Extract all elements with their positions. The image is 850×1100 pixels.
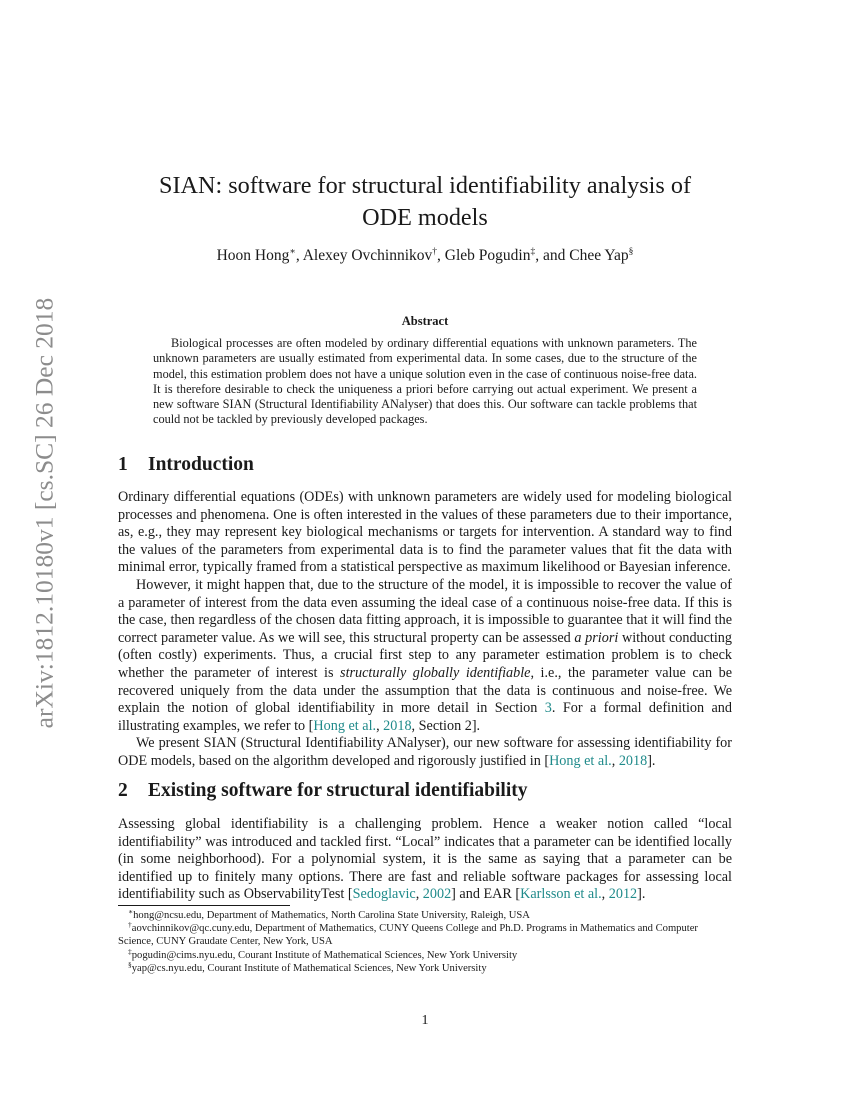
arxiv-identifier-text: arXiv:1812.10180v1 [cs.SC] 26 Dec 2018 xyxy=(29,297,58,729)
footnote-mark: † xyxy=(128,920,132,930)
section-title: Introduction xyxy=(148,454,254,475)
footnote-mark: § xyxy=(128,959,132,969)
author-footnote-mark[interactable]: § xyxy=(628,247,634,257)
author-name: Alexey Ovchinnikov xyxy=(302,247,433,264)
citation-link[interactable]: 2002 xyxy=(422,886,452,903)
author-separator: , xyxy=(295,247,303,264)
title-line-1: SIAN: software for structural identifiability analysis of xyxy=(159,172,691,199)
text-run: We present SIAN (Structural Identifiability ANalyser), our new software for assessing identifiability for ODE models, based on the algorithm developed and rigorously justified in [ xyxy=(118,735,732,769)
text-run: without conducting (often costly) experiments. Thus, a crucial first step to any parameter estimation problem is to check whether the parameter of interest is xyxy=(118,629,732,681)
paragraph xyxy=(118,735,732,770)
text-run: , i.e., the parameter value can be recovered uniquely from the data under the assumption that the data is continuous and noise-free. We explain the notion of global identifiability in more detail in Section xyxy=(118,664,732,717)
existing-software-body xyxy=(118,816,732,904)
paper-title xyxy=(120,170,730,234)
text-run: However, it might happen that, due to the structure of the model, it is impossible to recover the value of a parameter of interest from the data even assuming the ideal case of a continuous noise-free data. If this is the case, then regardless of the chosen data fitting approach, it is impossible to guarantee that it will find the correct parameter value. As we will see, this structural property can be assessed xyxy=(118,576,732,646)
author-footnote-mark[interactable]: ‡ xyxy=(530,247,536,257)
section-heading-existing-software xyxy=(118,780,528,802)
footnote-text: pogudin@cims.nyu.edu, Courant Institute of Mathematical Sciences, New York University xyxy=(131,949,518,961)
author-footnote-mark[interactable]: ∗ xyxy=(289,247,296,257)
section-reference-link[interactable]: 3 xyxy=(544,700,552,717)
citation-link[interactable]: 2012 xyxy=(608,886,638,903)
text-run: , xyxy=(415,886,423,903)
abstract-text: Biological processes are often modeled by ordinary differential equations with unknown parameters. The unknown parameters are usually estimated from experimental data. In some cases, due to the structure of the model, this estimation problem does not have a unique solution even in the case of continuous noise-free data. It is therefore desirable to check the uniqueness a priori before carrying out actual experiment. We present a new software SIAN (Structural Identifiability ANalyser) that does this. Our software can tackle problems that could not be tackled by previously developed packages. xyxy=(153,336,697,427)
paragraph xyxy=(118,816,732,904)
section-number: 2 xyxy=(118,780,128,801)
text-run: , Section 2]. xyxy=(411,717,481,734)
text-run: ] and EAR [ xyxy=(451,886,521,903)
footnote-divider xyxy=(118,905,290,906)
arxiv-identifier xyxy=(30,268,58,758)
section-heading-introduction xyxy=(118,454,254,476)
citation-link[interactable]: Hong et al. xyxy=(549,752,612,769)
paragraph xyxy=(118,577,732,735)
text-run: , xyxy=(376,717,384,734)
text-run: , xyxy=(611,752,619,769)
author-separator: , xyxy=(437,247,445,264)
author-separator: , and xyxy=(535,247,570,264)
author-footnote-mark[interactable]: † xyxy=(432,247,438,257)
footnote-text: aovchinnikov@qc.cuny.edu, Department of Mathematics, CUNY Queens College and Ph.D. Programs in Mathematics and Computer Science, CUNY Graudate Center, New York, USA xyxy=(118,923,698,948)
text-run: ]. xyxy=(647,752,656,769)
text-run: ]. xyxy=(637,886,646,903)
footnote xyxy=(118,959,732,975)
author-name: Chee Yap xyxy=(569,247,629,264)
text-run: . For a formal definition and illustrating examples, we refer to [ xyxy=(118,700,732,734)
abstract-heading: Abstract xyxy=(401,314,449,328)
footnotes xyxy=(118,909,732,975)
citation-link[interactable]: Hong et al. xyxy=(313,717,377,734)
footnote xyxy=(118,922,732,948)
citation-link[interactable]: 2018 xyxy=(383,717,412,734)
footnote xyxy=(118,946,732,962)
section-number: 1 xyxy=(118,454,128,475)
section-title: Existing software for structural identifiability xyxy=(148,780,528,801)
introduction-body xyxy=(118,489,732,771)
author-list xyxy=(120,246,730,266)
author-name: Hoon Hong xyxy=(216,247,290,264)
footnote-mark: ∗ xyxy=(128,907,134,916)
footnote xyxy=(118,909,732,922)
author-name: Gleb Pogudin xyxy=(444,247,531,264)
text-run: , xyxy=(601,886,609,903)
title-line-2: ODE models xyxy=(362,204,488,231)
emphasis: structurally globally identifiable xyxy=(340,664,531,681)
citation-link[interactable]: Karlsson et al. xyxy=(520,886,602,903)
text-run: Assessing global identifiability is a challenging problem. Hence a weaker notion called “local identifiability” was introduced and tackled first. “Local” indicates that a parameter can be identified locally (in some neighborhood). For a polynomial system, it is the same as saying that a parameter can be identified up to finitely many options. There are fast and reliable software packages for assessing local identifiability such as ObservabilityTest [ xyxy=(118,816,732,903)
citation-link[interactable]: 2018 xyxy=(618,752,648,769)
footnote-mark: ‡ xyxy=(128,946,132,956)
paragraph: Ordinary differential equations (ODEs) with unknown parameters are widely used for modeling biological processes and phenomena. One is often interested in the values of these parameters due to their importance, as, e.g., they may represent key biological mechanisms or targets for intervention. A standard way to find the values of the parameters from experimental data is to find the parameter values that fit the data with minimal error, typically framed from a statistical perspective as maximum likelihood or Bayesian inference. xyxy=(118,489,732,576)
footnote-text: yap@cs.nyu.edu, Courant Institute of Mathematical Sciences, New York University xyxy=(131,962,487,974)
citation-link[interactable]: Sedoglavic xyxy=(352,886,416,903)
footnote-text: hong@ncsu.edu, Department of Mathematics, North Carolina State University, Raleigh, USA xyxy=(133,910,530,921)
emphasis: a priori xyxy=(574,629,619,646)
page-number: 1 xyxy=(421,1013,429,1028)
